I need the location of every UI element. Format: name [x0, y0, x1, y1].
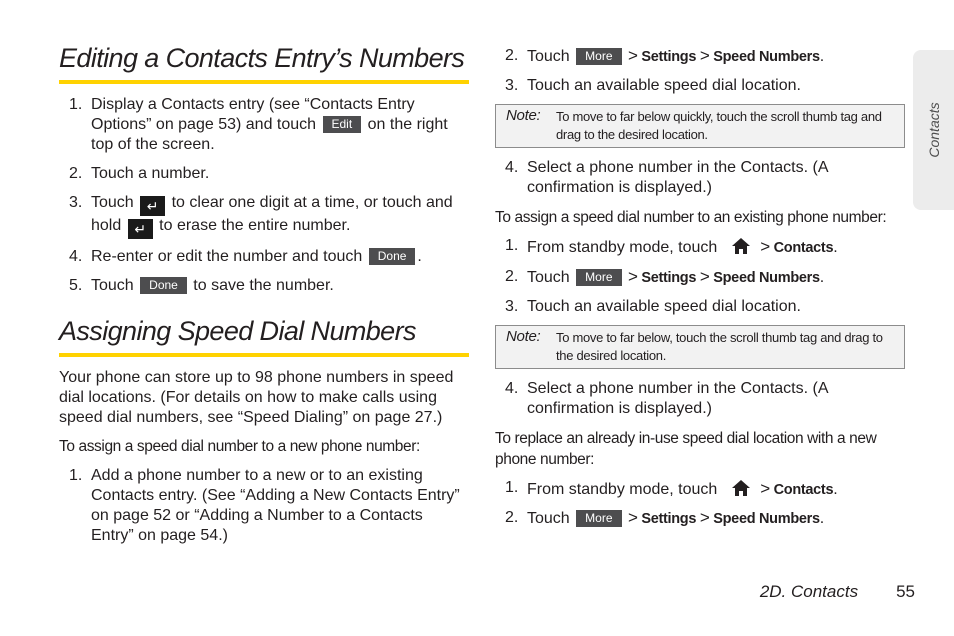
- note-box: Note: To move to far below, touch the scroll thumb tag and drag to the desired location.: [495, 325, 905, 369]
- done-button[interactable]: Done: [369, 248, 416, 265]
- speed-dial-intro: Your phone can store up to 98 phone numbers in speed dial locations. (For details on how to make calls using speed dial numbers, see “Speed Dialing” on page 27.): [59, 369, 454, 426]
- lead-new-number: To assign a speed dial number to a new phone number:: [59, 438, 420, 455]
- new-number-step-3: 3. Touch an available speed dial location.: [505, 77, 801, 94]
- existing-step-3: 3. Touch an available speed dial location.: [505, 298, 801, 315]
- replace-step-2: 2. Touch More > Settings > Speed Numbers.: [505, 508, 825, 527]
- edit-step-1: 1. Display a Contacts entry (see “Contacts Entry Options” on page 53) and touch Edit on the right top of the screen.: [69, 96, 448, 153]
- left-column: [59, 0, 469, 546]
- backspace-key-icon[interactable]: ↵: [128, 219, 153, 239]
- lead-existing-number: To assign a speed dial number to an existing phone number:: [495, 209, 887, 226]
- new-number-step-4: 4. Select a phone number in the Contacts. (A confirmation is displayed.): [505, 159, 828, 196]
- note-box: Note: To move to far below quickly, touch the scroll thumb tag and drag to the desired location.: [495, 104, 905, 148]
- more-button[interactable]: More: [576, 510, 621, 527]
- edit-step-3: 3. Touch ↵ to clear one digit at a time, or touch and hold ↵ to erase the entire number.: [69, 194, 453, 237]
- heading-editing-numbers: Editing a Contacts Entry’s Numbers: [59, 43, 465, 73]
- heading-rule: [59, 353, 469, 357]
- existing-step-4: 4. Select a phone number in the Contacts. (A confirmation is displayed.): [505, 380, 828, 417]
- section-tab-label: Contacts: [925, 102, 942, 158]
- edit-step-4: 4. Re-enter or edit the number and touch Done .: [69, 248, 422, 265]
- more-button[interactable]: More: [576, 269, 621, 286]
- page-number: 55: [896, 582, 915, 601]
- replace-step-1: 1. From standby mode, touch > Contacts.: [505, 479, 838, 498]
- more-button[interactable]: More: [576, 48, 621, 65]
- edit-step-2: 2. Touch a number.: [69, 165, 210, 182]
- lead-replace-location: To replace an already in-use speed dial location with a new phone number:: [495, 430, 877, 468]
- home-icon[interactable]: [730, 478, 752, 498]
- edit-step-5: 5. Touch Done to save the number.: [69, 277, 334, 294]
- heading-speed-dial: Assigning Speed Dial Numbers: [59, 316, 416, 346]
- home-icon[interactable]: [730, 236, 752, 256]
- backspace-key-icon[interactable]: ↵: [140, 196, 165, 216]
- edit-button[interactable]: Edit: [323, 116, 362, 133]
- page-footer: [760, 582, 915, 602]
- new-number-step-1: 1. Add a phone number to a new or to an existing Contacts entry. (See “Adding a New Contacts Entry” on page 52 or “Adding a Number to a Contacts Entry” on page 54.): [69, 467, 460, 544]
- existing-step-2: 2. Touch More > Settings > Speed Numbers.: [505, 267, 825, 286]
- section-tab: [913, 50, 954, 210]
- done-button[interactable]: Done: [140, 277, 187, 294]
- new-number-step-2: 2. Touch More > Settings > Speed Numbers.: [505, 46, 825, 65]
- right-column: [495, 0, 905, 529]
- heading-rule: [59, 80, 469, 84]
- existing-step-1: 1. From standby mode, touch > Contacts.: [505, 237, 838, 256]
- footer-section: 2D. Contacts: [759, 582, 859, 601]
